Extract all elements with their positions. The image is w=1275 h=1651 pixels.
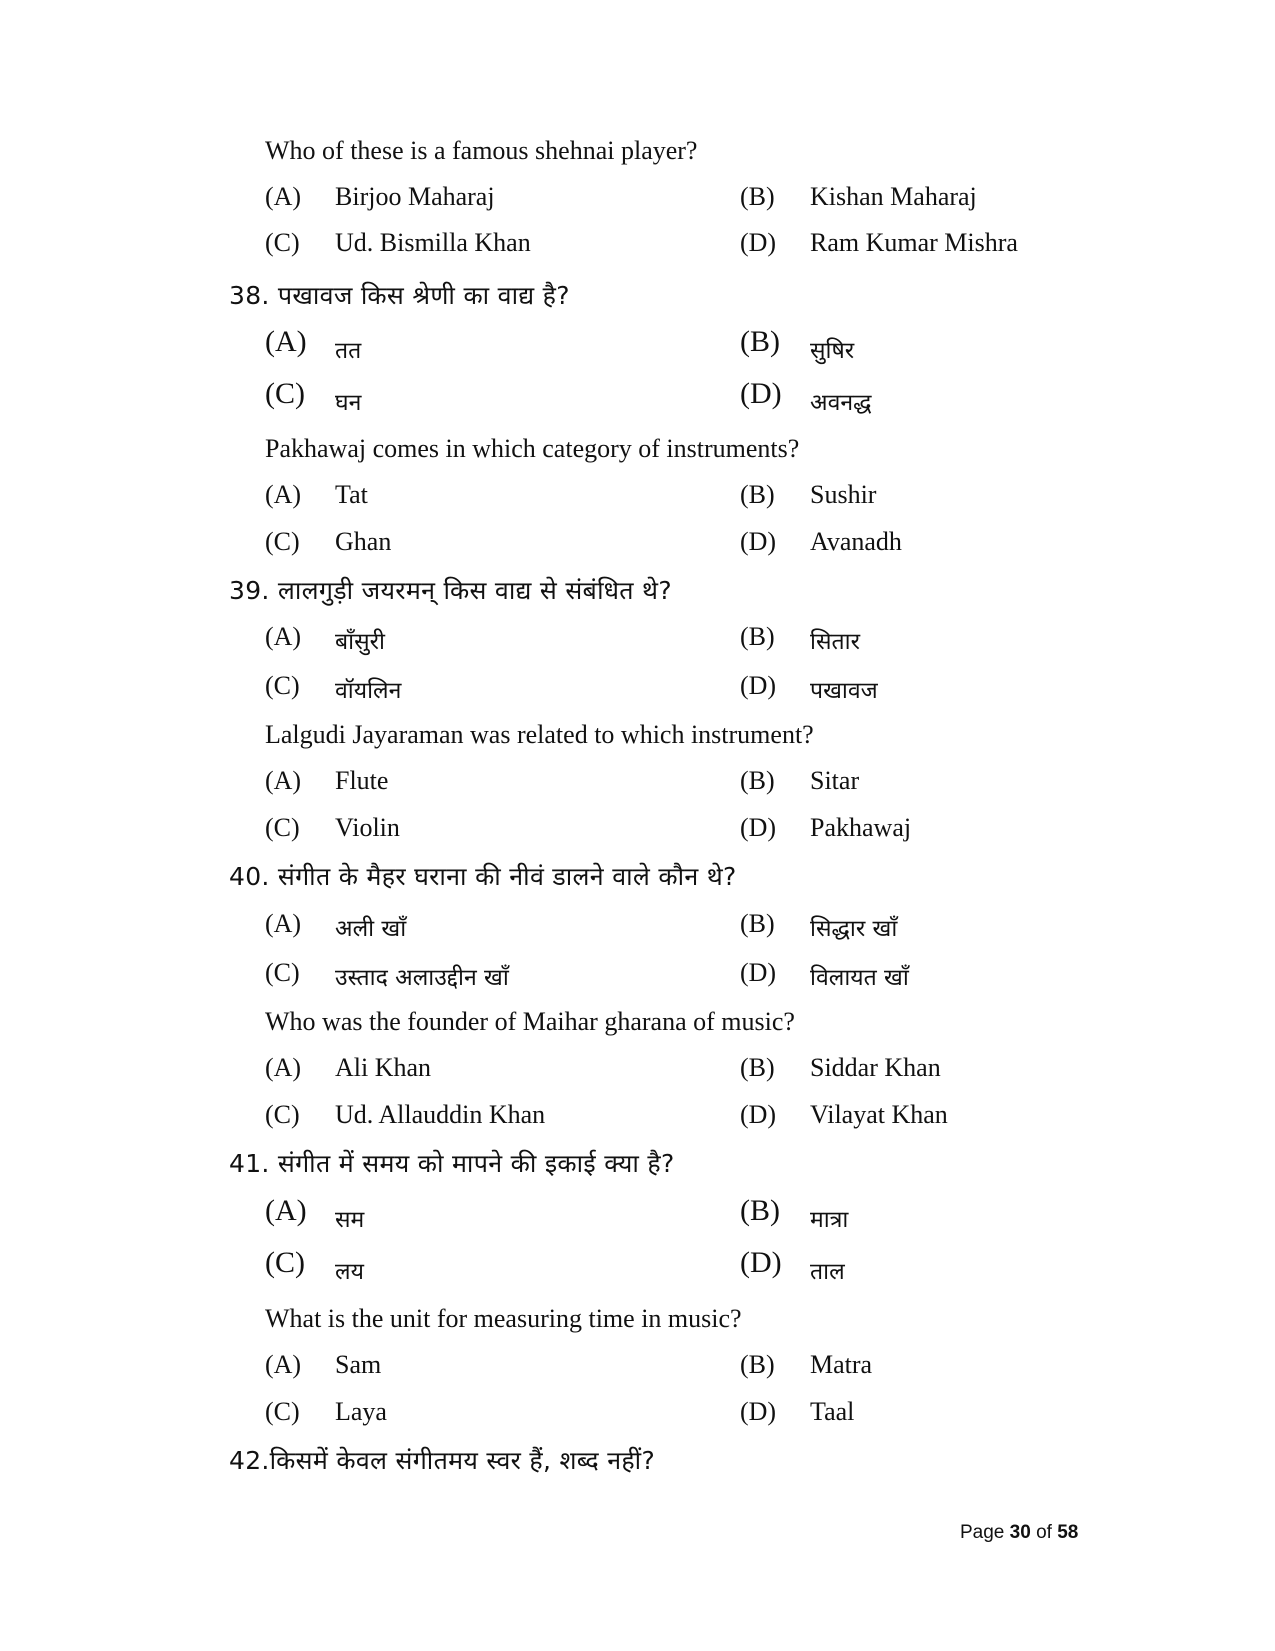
option-text: Ud. Allauddin Khan [335,1100,546,1129]
option-text: Tat [335,480,368,509]
option-text: सम [335,1207,365,1233]
option-label-d: (D) [740,1100,777,1129]
question-40-hindi: 40. संगीत के मैहर घराना की नीवं डालने वाले कौन थे? [229,862,737,891]
option-label-d: (D) [740,671,777,700]
option-label-b: (B) [740,325,780,358]
option-label-c: (C) [265,671,300,700]
option-text: Sam [335,1350,382,1379]
option-text: Matra [810,1350,873,1379]
option-text: Sitar [810,766,860,795]
question-41-hindi: 41. संगीत में समय को मापने की इकाई क्या है? [229,1149,675,1178]
page-of: of [1036,1522,1052,1543]
option-text: सितार [810,629,860,655]
option-label-c: (C) [265,1397,300,1426]
question-37-english: Who of these is a famous shehnai player? [265,136,698,165]
page-prefix: Page [960,1522,1005,1543]
option-label-b: (B) [740,1053,775,1082]
option-text: Ali Khan [335,1053,432,1082]
option-label-a: (A) [265,325,307,358]
option-text: Ud. Bismilla Khan [335,228,531,257]
option-text: उस्ताद अलाउद्दीन खाँ [335,965,509,991]
option-label-d: (D) [740,228,777,257]
question-39-english: Lalgudi Jayaraman was related to which instrument? [265,720,814,749]
option-label-d: (D) [740,1397,777,1426]
option-text: Avanadh [810,527,902,556]
option-label-b: (B) [740,1350,775,1379]
option-text: Ram Kumar Mishra [810,228,1018,257]
option-text: Violin [335,813,400,842]
question-40-english: Who was the founder of Maihar gharana of music? [265,1007,795,1036]
option-text: मात्रा [810,1207,849,1233]
option-text: सुषिर [810,338,855,364]
option-label-a: (A) [265,909,302,938]
option-label-a: (A) [265,622,302,651]
option-label-d: (D) [740,958,777,987]
option-text: Laya [335,1397,387,1426]
question-38-hindi: 38. पखावज किस श्रेणी का वाद्य है? [229,281,570,310]
option-text: Birjoo Maharaj [335,182,495,211]
option-label-a: (A) [265,1350,302,1379]
option-text: विलायत खाँ [810,965,909,991]
option-label-b: (B) [740,622,775,651]
option-text: Kishan Maharaj [810,182,977,211]
option-label-b: (B) [740,1194,780,1227]
option-text: अली खाँ [335,916,407,942]
option-text: Siddar Khan [810,1053,941,1082]
question-41-english: What is the unit for measuring time in music? [265,1304,742,1333]
option-label-d: (D) [740,527,777,556]
page-current: 30 [1009,1522,1031,1543]
option-label-c: (C) [265,958,300,987]
option-label-c: (C) [265,1246,305,1279]
option-label-b: (B) [740,480,775,509]
page-number [960,1522,1078,1544]
option-label-c: (C) [265,813,300,842]
option-text: लय [335,1259,364,1285]
option-text: Taal [810,1397,855,1426]
option-label-b: (B) [740,766,775,795]
option-label-c: (C) [265,527,300,556]
page-total: 58 [1057,1522,1079,1543]
option-label-c: (C) [265,228,300,257]
option-text: Flute [335,766,389,795]
option-text: वॉयलिन [335,678,402,704]
option-text: अवनद्ध [810,390,872,416]
option-label-d: (D) [740,813,777,842]
option-label-b: (B) [740,182,775,211]
option-label-b: (B) [740,909,775,938]
option-label-a: (A) [265,480,302,509]
option-text: सिद्धार खाँ [810,916,898,942]
option-label-d: (D) [740,1246,782,1279]
option-label-c: (C) [265,1100,300,1129]
option-text: Pakhawaj [810,813,912,842]
option-label-a: (A) [265,182,302,211]
option-text: Ghan [335,527,392,556]
option-label-a: (A) [265,1053,302,1082]
option-text: Vilayat Khan [810,1100,948,1129]
option-label-c: (C) [265,377,305,410]
option-text: तत [335,338,362,364]
option-label-a: (A) [265,1194,307,1227]
option-text: Sushir [810,480,877,509]
question-38-english: Pakhawaj comes in which category of instruments? [265,434,800,463]
option-text: बाँसुरी [335,629,386,655]
option-text: पखावज [810,678,878,704]
question-39-hindi: 39. लालगुड़ी जयरमन् किस वाद्य से संबंधित थे? [229,576,672,605]
option-label-a: (A) [265,766,302,795]
option-label-d: (D) [740,377,782,410]
option-text: ताल [810,1259,845,1285]
option-text: घन [335,390,362,416]
question-42-hindi: 42.किसमें केवल संगीतमय स्वर हैं, शब्द नहीं? [229,1446,656,1475]
